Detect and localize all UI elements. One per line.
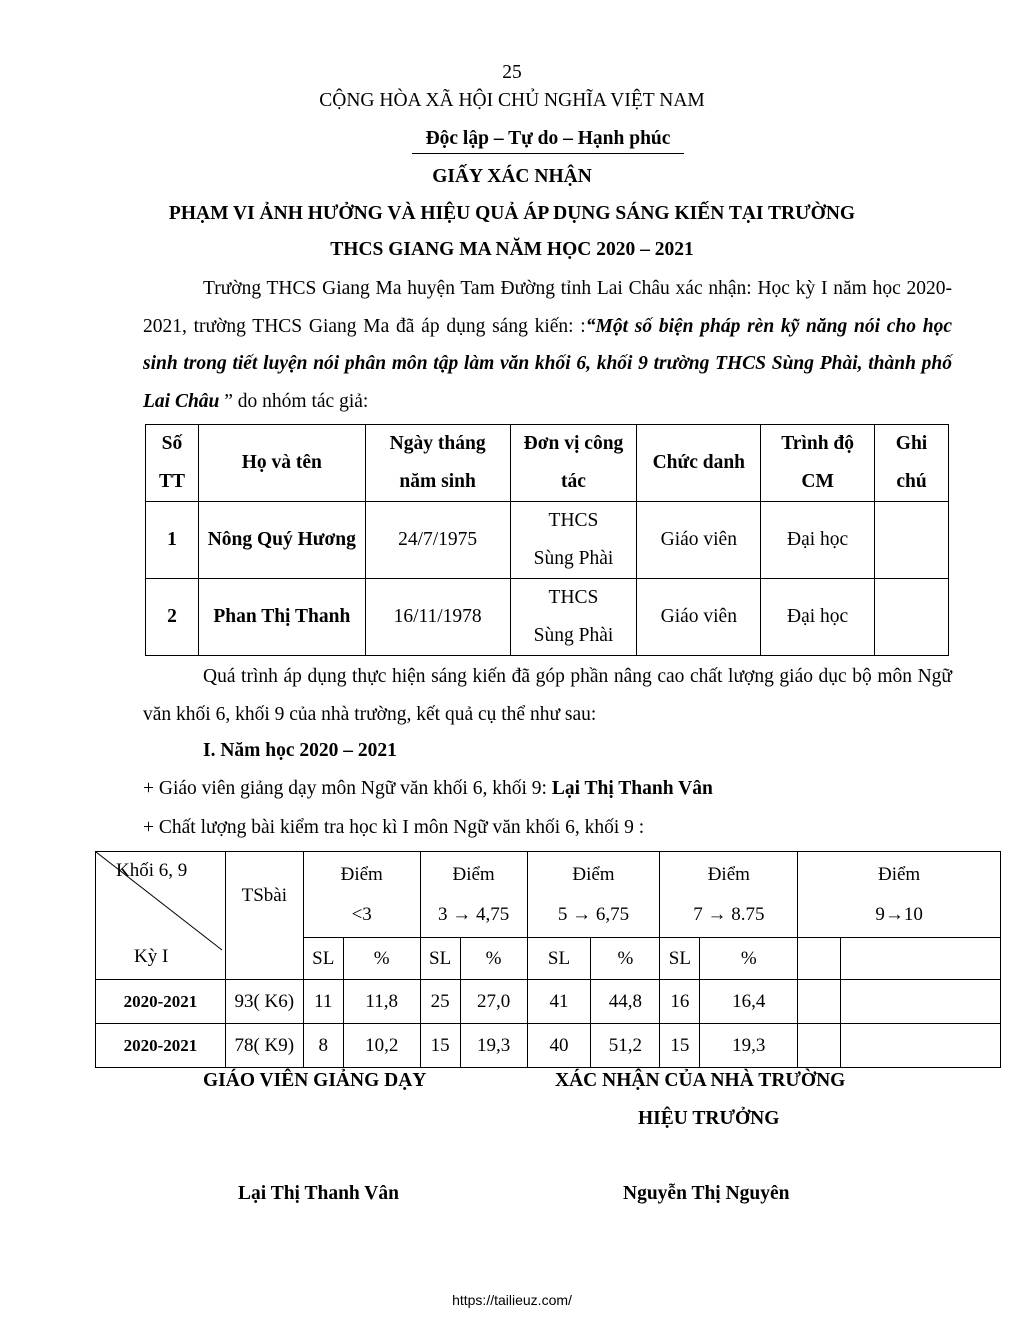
footer-url: https://tailieuz.com/ [452, 1292, 572, 1308]
principal-title: HIỆU TRƯỞNG [638, 1108, 780, 1129]
band-header: Điểm 3 → 4,75 [420, 852, 527, 938]
authors-table [145, 424, 949, 656]
cell: 44,8 [591, 980, 660, 1024]
row-total: 78( K9) [225, 1024, 303, 1068]
sl-header: SL [303, 938, 343, 980]
row-no: 2 [146, 579, 199, 656]
header-title: Chức danh [637, 425, 761, 502]
cell: 15 [420, 1024, 460, 1068]
header-note: Ghi chú [875, 425, 949, 502]
row-year: 2020-2021 [96, 980, 226, 1024]
teacher-signature-title: GIÁO VIÊN GIẢNG DẠY [203, 1070, 427, 1091]
cell: 11,8 [343, 980, 420, 1024]
document-title: GIẤY XÁC NHẬN [432, 166, 592, 187]
table-row [146, 579, 949, 656]
sl-header: SL [660, 938, 700, 980]
row-title: Giáo viên [637, 502, 761, 579]
corner-top-label: Khối 6, 9 [116, 860, 188, 881]
table-row [96, 1024, 1001, 1068]
band-header: Điểm 7 → 8.75 [660, 852, 798, 938]
cell: 25 [420, 980, 460, 1024]
row-no: 1 [146, 502, 199, 579]
intro-text-end: ” do nhóm tác giả: [219, 390, 369, 412]
row-dob: 16/11/1978 [365, 579, 510, 656]
cell: 27,0 [460, 980, 527, 1024]
cell: 15 [660, 1024, 700, 1068]
row-name: Nông Quý Hương [198, 502, 365, 579]
document-subtitle-line1: PHẠM VI ẢNH HƯỞNG VÀ HIỆU QUẢ ÁP DỤNG SÁNG KIẾN TẠI TRƯỜNG [168, 203, 856, 224]
row-title: Giáo viên [637, 579, 761, 656]
header-unit: Đơn vị công tác [510, 425, 637, 502]
teacher-name: Lại Thị Thanh Vân [551, 778, 713, 799]
empty-cell [841, 938, 1001, 980]
pct-header: % [343, 938, 420, 980]
intro-paragraph [143, 270, 952, 420]
row-note [875, 502, 949, 579]
row-name: Phan Thị Thanh [198, 579, 365, 656]
table-row [146, 502, 949, 579]
cell: 51,2 [591, 1024, 660, 1068]
cell [798, 980, 841, 1024]
pct-header: % [460, 938, 527, 980]
republic-header: CỘNG HÒA XÃ HỘI CHỦ NGHĨA VIỆT NAM [319, 90, 705, 111]
cell [841, 1024, 1001, 1068]
band-header: Điểm 5 → 6,75 [527, 852, 660, 938]
cell: 10,2 [343, 1024, 420, 1068]
table-row [96, 980, 1001, 1024]
band-header: Điểm 9→10 [798, 852, 1001, 938]
initiative-name: “Một số biện pháp rèn kỹ năng nói cho học sinh trong tiết luyện nói phân môn tập làm văn khối 6, khối 9 trường THCS Sùng Phài, thành phố Lai Châu [143, 315, 952, 412]
cell: 11 [303, 980, 343, 1024]
band-header: Điểm <3 [303, 852, 420, 938]
header-level: Trình độ CM [761, 425, 875, 502]
row-dob: 24/7/1975 [365, 502, 510, 579]
row-note [875, 579, 949, 656]
header-no: Số TT [146, 425, 199, 502]
row-unit: THCS Sùng Phài [510, 579, 637, 656]
results-header-row [96, 852, 1001, 938]
cell: 8 [303, 1024, 343, 1068]
page-number: 25 [502, 62, 522, 83]
row-unit: THCS Sùng Phài [510, 502, 637, 579]
motto: Độc lập – Tự do – Hạnh phúc [412, 128, 684, 154]
cell: 16 [660, 980, 700, 1024]
pct-header: % [700, 938, 798, 980]
intro-text: Trường THCS Giang Ma huyện Tam Đường tỉnh Lai Châu xác nhận: Học kỳ I năm học 2020-2021, trường THCS Giang Ma đã áp dụng sáng kiến: : [143, 278, 952, 337]
corner-bottom-label: Kỳ I [134, 946, 169, 967]
cell: 16,4 [700, 980, 798, 1024]
quality-line: + Chất lượng bài kiểm tra học kì I môn Ngữ văn khối 6, khối 9 : [143, 817, 645, 838]
section-heading: I. Năm học 2020 – 2021 [203, 740, 397, 761]
empty-cell [798, 938, 841, 980]
teacher-signature-name: Lại Thị Thanh Vân [238, 1183, 399, 1204]
row-level: Đại học [761, 502, 875, 579]
cell: 40 [527, 1024, 591, 1068]
results-table [95, 851, 1001, 1068]
cell: 19,3 [700, 1024, 798, 1068]
header-dob: Ngày tháng năm sinh [365, 425, 510, 502]
cell: 19,3 [460, 1024, 527, 1068]
row-year: 2020-2021 [96, 1024, 226, 1068]
total-header: TSbài [225, 852, 303, 980]
document-subtitle-line2: THCS GIANG MA NĂM HỌC 2020 – 2021 [330, 239, 694, 260]
cell [841, 980, 1001, 1024]
corner-cell [96, 852, 226, 980]
authors-table-header [146, 425, 949, 502]
principal-signature-name: Nguyễn Thị Nguyên [623, 1183, 790, 1204]
sl-header: SL [527, 938, 591, 980]
pct-header: % [591, 938, 660, 980]
header-name: Họ và tên [198, 425, 365, 502]
teacher-line-prefix: + Giáo viên giảng dạy môn Ngữ văn khối 6, khối 9: [143, 778, 552, 799]
cell: 41 [527, 980, 591, 1024]
process-paragraph: Quá trình áp dụng thực hiện sáng kiến đã góp phần nâng cao chất lượng giáo dục bộ môn Ngữ văn khối 6, khối 9 của nhà trường, kết quả cụ thể như sau: [143, 666, 952, 725]
school-signature-title: XÁC NHẬN CỦA NHÀ TRƯỜNG [555, 1070, 846, 1091]
teacher-line [143, 778, 713, 800]
sl-header: SL [420, 938, 460, 980]
cell [798, 1024, 841, 1068]
row-total: 93( K6) [225, 980, 303, 1024]
row-level: Đại học [761, 579, 875, 656]
